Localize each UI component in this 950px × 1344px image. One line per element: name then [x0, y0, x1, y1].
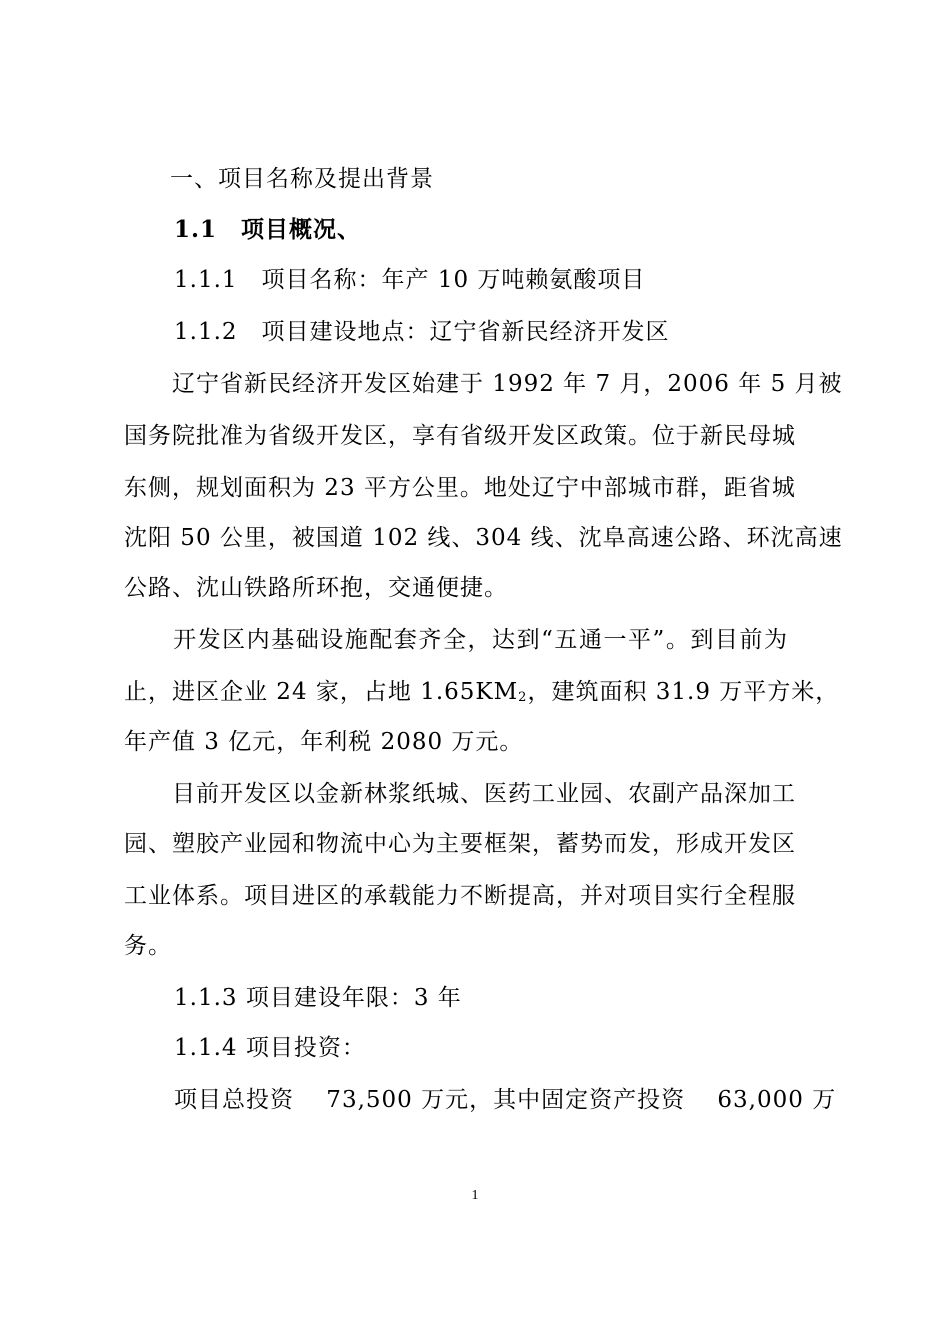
paragraph-line: 东侧，规划面积为 23 平方公里。地处辽宁中部城市群，距省城: [124, 475, 796, 501]
paragraph-line: 年产值 3 亿元，年利税 2080 万元。: [124, 729, 524, 755]
item-1-1-1-project-name: 1.1.1 项目名称：年产 10 万吨赖氨酸项目: [174, 267, 646, 293]
paragraph-line: 园、塑胶产业园和物流中心为主要框架，蓄势而发，形成开发区: [124, 831, 796, 857]
subsection-1-1-title: 1.1 项目概况、: [174, 216, 362, 243]
paragraph-line: 公路、沈山铁路所环抱，交通便捷。: [124, 575, 508, 601]
item-1-1-3-construction-period: 1.1.3 项目建设年限：3 年: [174, 985, 462, 1011]
paragraph-line: 务。: [124, 933, 172, 959]
section-heading: 一、项目名称及提出背景: [170, 166, 434, 192]
paragraph-line: 辽宁省新民经济开发区始建于 1992 年 7 月，2006 年 5 月被: [124, 371, 843, 397]
paragraph-line: 国务院批准为省级开发区，享有省级开发区政策。位于新民母城: [124, 423, 796, 449]
paragraph-line: 开发区内基础设施配套齐全，达到“五通一平”。到目前为: [124, 627, 788, 653]
investment-text: 项目总投资 73,500 万元，其中固定资产投资 63,000 万: [174, 1087, 837, 1113]
subscript-text: 2: [518, 690, 528, 705]
text-segment: ，建筑面积 31.9 万平方米，: [527, 679, 840, 705]
paragraph-line: 沈阳 50 公里，被国道 102 线、304 线、沈阜高速公路、环沈高速: [124, 525, 843, 551]
page-number: 1: [471, 1188, 479, 1203]
paragraph-line: 工业体系。项目进区的承载能力不断提高，并对项目实行全程服: [124, 883, 796, 909]
item-1-1-2-project-location: 1.1.2 项目建设地点：辽宁省新民经济开发区: [174, 319, 670, 345]
paragraph-line: [124, 677, 840, 713]
item-1-1-4-investment-title: 1.1.4 项目投资：: [174, 1035, 366, 1061]
text-segment: 止，进区企业 24 家，占地 1.65KM: [124, 679, 519, 705]
paragraph-line: 目前开发区以金新林浆纸城、医药工业园、农副产品深加工: [124, 781, 796, 807]
